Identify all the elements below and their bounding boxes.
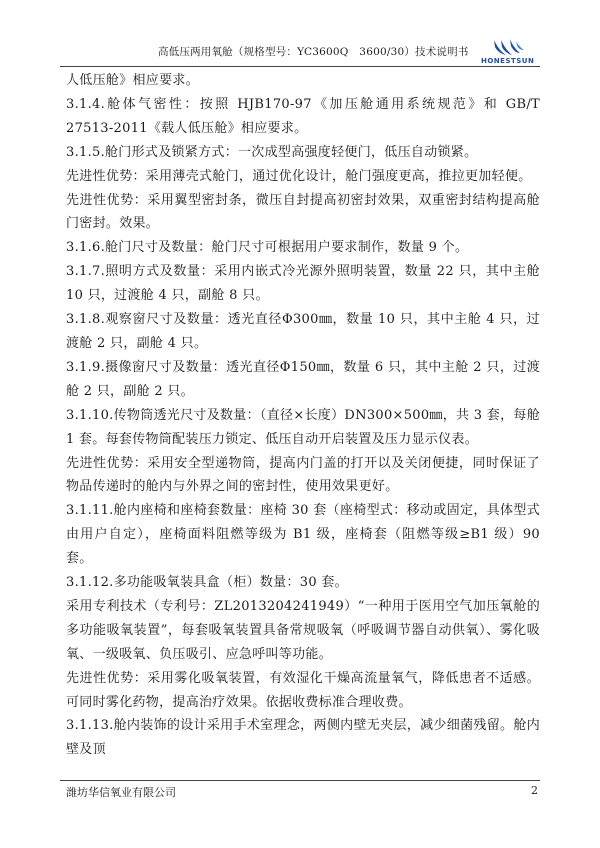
company-logo (478, 38, 540, 68)
paragraph: 3.1.5.舱门形式及锁紧方式：一次成型高强度轻便门，低压自动锁紧。 (66, 144, 478, 160)
paragraph: 3.1.12.多功能吸氧装具盒（柜）数量：30 套。 (66, 575, 348, 591)
paragraph: 3.1.7.照明方式及数量：采用内嵌式冷光源外照明装置，数量 22 只，其中主舱 10 只，过渡舱 4 只，副舱 8 只。 (66, 264, 540, 304)
logo-wordmark: HONESTSUN (481, 57, 535, 65)
paragraph: 3.1.6.舱门尺寸及数量：舱门尺寸可根据用户要求制作，数量 9 个。 (66, 240, 469, 256)
paragraph: 3.1.9.摄像窗尺寸及数量：透光直径Φ150㎜，数量 6 只，其中主舱 2 只，过渡舱 2 只，副舱 2 只。 (66, 359, 540, 399)
paragraph: 先进性优势：采用安全型递物筒，提高内门盖的打开以及关闭便捷，同时保证了物品传递时的舱内与外界之间的密封性，使用效果更好。 (66, 455, 540, 495)
page-number: 2 (531, 784, 538, 797)
paragraph: 3.1.10.传物筒透光尺寸及数量：（直径×长度）DN300×500㎜，共 3 套，每舱 1 套。每套传物筒配装压力锁定、低压自动开启装置及压力显示仪表。 (66, 407, 540, 447)
paragraph: 3.1.13.舱内装饰的设计采用手术室理念，两侧内壁无夹层，减少细菌残留。舱内壁及顶 (66, 718, 540, 758)
footer-company-name: 潍坊华信氧业有限公司 (66, 786, 176, 799)
paragraph: 先进性优势：采用雾化吸氧装置，有效湿化干燥高流量氧气，降低患者不适感。可同时雾化药物，提高治疗效果。依据收费标准合理收费。 (66, 670, 540, 710)
header-divider (60, 66, 540, 67)
logo-mark-icon (478, 38, 540, 58)
footer-divider (60, 780, 540, 781)
paragraph: 3.1.4.舱体气密性：按照 HJB170-97《加压舱通用系统规范》和 GB/T 27513-2011《载人低压舱》相应要求。 (66, 96, 540, 136)
paragraph: 3.1.8.观察窗尺寸及数量：透光直径Φ300㎜，数量 10 只，其中主舱 4 只，过渡舱 2 只，副舱 4 只。 (66, 312, 540, 351)
paragraph: 先进性优势：采用薄壳式舱门，通过优化设计，舱门强度更高，推拉更加轻便。 (66, 168, 532, 184)
document-body (66, 69, 540, 762)
document-title: 高低压两用氧舱（规格型号：YC3600Q 3600/30）技术说明书 (158, 46, 469, 58)
paragraph: 人低压舱》相应要求。 (66, 73, 200, 88)
paragraph: 3.1.11.舱内座椅和座椅套数量：座椅 30 套（座椅型式：移动或固定，具体型式由用户自定），座椅面料阻燃等级为 B1 级，座椅套（阻燃等级≥B1 级）90 套。 (66, 503, 540, 567)
paragraph: 先进性优势：采用翼型密封条，微压自封提高初密封效果，双重密封结构提高舱门密封。效果。 (66, 192, 540, 232)
page-header (60, 44, 540, 66)
paragraph: 采用专利技术（专利号：ZL2013204241949）“一种用于医用空气加压氧舱的多功能吸氧装置”，每套吸氧装置具备常规吸氧（呼吸调节器自动供氧）、雾化吸氧、一级吸氧、负压吸引、应急呼叫等功能。 (66, 598, 540, 662)
